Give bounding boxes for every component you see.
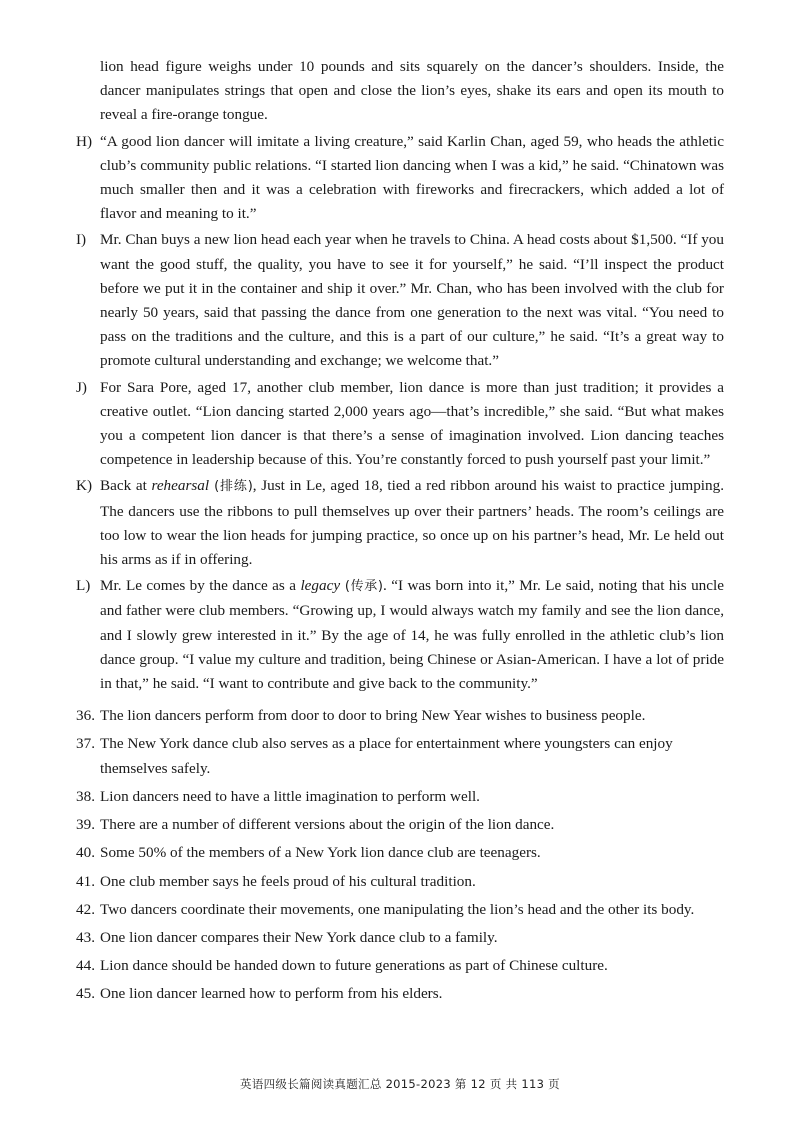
question-text: Lion dancers need to have a little imagination to perform well. xyxy=(100,787,480,805)
vocab-gloss: (排练) xyxy=(209,479,253,495)
question-text: There are a number of different versions about the origin of the lion dance. xyxy=(100,816,555,834)
question-item xyxy=(76,926,724,950)
question-text: Two dancers coordinate their movements, one manipulating the lion’s head and the other its body. xyxy=(100,900,695,918)
question-item xyxy=(76,785,724,809)
paragraph-l xyxy=(76,574,724,696)
paragraph-text-pre: Mr. Le comes by the dance as a xyxy=(100,577,301,595)
paragraph-i xyxy=(76,228,724,373)
question-item xyxy=(76,732,724,780)
paragraph-label: K) xyxy=(76,477,93,495)
question-number: 38. xyxy=(76,787,95,805)
question-text: One lion dancer compares their New York dance club to a family. xyxy=(100,928,498,946)
question-item xyxy=(76,813,724,837)
question-number: 40. xyxy=(76,844,95,862)
paragraph-label: I) xyxy=(76,231,87,249)
question-number: 39. xyxy=(76,816,95,834)
vocab-term: legacy xyxy=(300,577,341,595)
paragraph-j xyxy=(76,376,724,473)
vocab-gloss: (传承) xyxy=(340,579,383,595)
paragraph-text: For Sara Pore, aged 17, another club member, lion dance is more than just tradition; it provides a creative outlet. “Lion dancing started 2,000 years ago—that’s incredible,” she said. “But what makes you a competent lion dancer is that there’s a sense of imagination involved. Lion dancing teaches competence in leadership because of this. You’re constantly forced to push yourself past your limit.” xyxy=(100,378,724,469)
question-item xyxy=(76,898,724,922)
question-number: 45. xyxy=(76,985,95,1003)
paragraph-k xyxy=(76,474,724,572)
paragraph-text: Mr. Chan buys a new lion head each year when he travels to China. A head costs about $1,500. “If you want the good stuff, the quality, you have to see it for yourself,” he said. “I’ll inspect the product before we put it in the container and ship it over.” Mr. Chan, who has been involved with the club for nearly 50 years, said that passing the dance from one generation to the next was vital. “You need to pass on the traditions and the culture, and this is a part of our culture,” he said. “It’s a great way to promote cultural understanding and exchange; we welcome that.” xyxy=(100,231,724,370)
question-text: Some 50% of the members of a New York lion dance club are teenagers. xyxy=(100,844,541,862)
paragraph-h xyxy=(76,130,724,227)
page-footer: 英语四级长篇阅读真题汇总 2015-2023 第 12 页 共 113 页 xyxy=(240,1077,560,1091)
question-number: 37. xyxy=(76,735,95,753)
question-item xyxy=(76,704,724,728)
paragraph-text: , Just in Le, aged 18, tied a red ribbon around his waist to practice jumping. The dancers use the ribbons to pull themselves up over their partners’ heads. The room’s ceilings are too low to wear the lion heads for jumping practice, so once up on his partner’s head, Mr. Le held out his arms as if in offering. xyxy=(100,477,724,569)
question-number: 43. xyxy=(76,928,95,946)
question-item xyxy=(76,870,724,894)
paragraph-label: L) xyxy=(76,577,91,595)
question-text: One lion dancer learned how to perform from his elders. xyxy=(100,985,443,1003)
question-item xyxy=(76,954,724,978)
question-number: 36. xyxy=(76,707,95,725)
question-list xyxy=(76,704,724,1006)
paragraph-label: J) xyxy=(76,378,87,396)
question-number: 41. xyxy=(76,872,95,890)
question-text: The lion dancers perform from door to door to bring New Year wishes to business people. xyxy=(100,707,646,725)
paragraph-text-pre: Back at xyxy=(100,477,152,495)
paragraph-label: H) xyxy=(76,132,93,150)
paragraph-continuation: lion head figure weighs under 10 pounds and sits squarely on the dancer’s shoulders. Inside, the dancer manipulates strings that open and close the lion’s eyes, shake its ears and open its mouth to reveal a fire-orange tongue. xyxy=(100,58,724,124)
question-text: Lion dance should be handed down to future generations as part of Chinese culture. xyxy=(100,957,608,975)
question-item xyxy=(76,982,724,1006)
question-number: 44. xyxy=(76,957,95,975)
vocab-term: rehearsal xyxy=(151,477,210,495)
paragraph-text: . “I was born into it,” Mr. Le said, noting that his uncle and father were club members. “Growing up, I would always watch my family and see the lion dance, and I slowly grew interested in it.” By the age of 14, he was fully enrolled in the athletic club’s lion dance group. “I value my culture and tradition, being Chinese or Asian-American. I have a lot of pride in that,” he said. “I want to contribute and give back to the community.” xyxy=(100,577,724,693)
question-item xyxy=(76,841,724,865)
question-text: One club member says he feels proud of his cultural tradition. xyxy=(100,872,476,890)
question-number: 42. xyxy=(76,900,95,918)
paragraph-text: “A good lion dancer will imitate a living creature,” said Karlin Chan, aged 59, who heads the athletic club’s community public relations. “I started lion dancing when I was a kid,” he said. “Chinatown was much smaller then and it was a celebration with fireworks and firecrackers, which added a lot of flavor and meaning to it.” xyxy=(100,132,724,223)
document-page xyxy=(76,55,724,1011)
question-text: The New York dance club also serves as a place for entertainment where youngsters can enjoy themselves safely. xyxy=(100,735,673,777)
